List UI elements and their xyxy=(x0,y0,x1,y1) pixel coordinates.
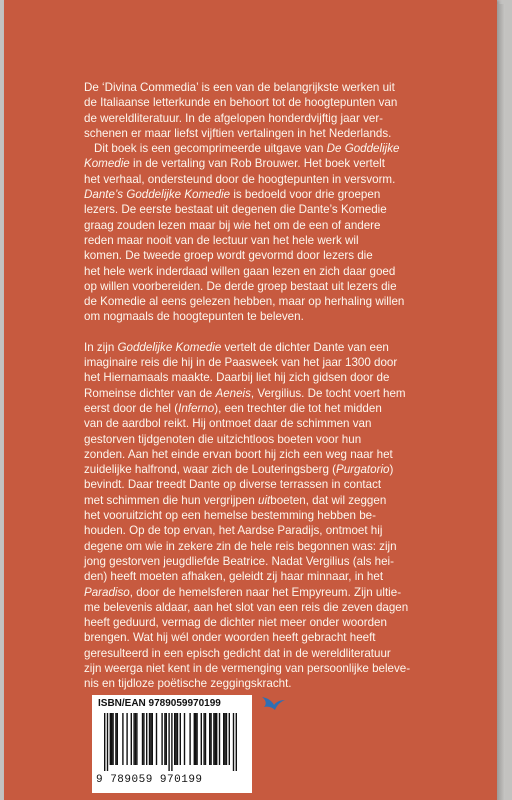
text-line xyxy=(84,111,430,126)
text-line xyxy=(84,386,430,401)
paragraph-story xyxy=(84,340,430,692)
barcode-bar xyxy=(136,713,137,765)
barcode-bar xyxy=(131,713,132,765)
text-run: het verhaal, ondersteund door de hoogtepunten in versvorm. xyxy=(84,172,396,186)
text-run: den) heeft moeten afhaken, geleidt zij haar minnaar, in het xyxy=(84,570,384,584)
barcode-bar xyxy=(210,713,211,765)
italic-text: Aeneis xyxy=(215,386,251,400)
text-run: zuidelijke halfrond, waar zich de Louteringsberg ( xyxy=(84,463,336,477)
barcode-bar xyxy=(150,713,151,765)
text-run: het vooruitzicht op een hemelse bestemming hebben be- xyxy=(84,509,376,523)
barcode-bar xyxy=(184,713,185,765)
text-line xyxy=(84,233,430,248)
barcode-bar xyxy=(142,713,143,765)
text-line xyxy=(84,401,430,416)
barcode-bar xyxy=(164,713,165,765)
text-line xyxy=(84,370,430,385)
text-run: In zijn xyxy=(84,340,118,354)
text-run: geresulteerd in een episch gedicht dat in de wereldliteratuur xyxy=(84,646,391,660)
text-run: Romeinse dichter van de xyxy=(84,386,216,400)
text-run: om nogmaals de hoogtepunten te beleven. xyxy=(84,310,304,324)
barcode-bar xyxy=(219,713,220,765)
barcode-bar xyxy=(111,713,112,765)
text-line xyxy=(84,141,430,156)
text-run: degene om wie in zekere zin de hele reis begonnen was: zijn xyxy=(84,539,397,553)
text-line xyxy=(84,355,430,370)
text-line xyxy=(84,615,430,630)
text-line xyxy=(84,156,430,171)
text-run: imaginaire reis die hij in de Paasweek van het jaar 1300 door xyxy=(84,356,398,370)
text-line xyxy=(84,248,430,263)
barcode-bar xyxy=(180,713,181,765)
barcode-bar xyxy=(110,713,111,765)
text-line xyxy=(84,508,430,523)
text-run: houden. Op de top ervan, het Aardse Paradijs, ontmoet hij xyxy=(84,524,383,538)
text-line xyxy=(84,661,430,676)
barcode-bar xyxy=(236,713,237,771)
text-run: boeten, dat wil zeggen xyxy=(270,493,387,507)
text-run: is bedoeld voor drie groepen xyxy=(230,188,381,202)
text-run: zijn weerga niet kent in de vermenging van persoonlijke beleve- xyxy=(84,661,411,675)
paragraph-edition xyxy=(84,141,430,325)
barcode-bar xyxy=(215,713,216,765)
text-run: , door de hemelsferen naar het Empyreum. Zijn ultie- xyxy=(129,585,402,599)
barcode-bar xyxy=(174,713,175,765)
text-line xyxy=(84,187,430,202)
text-run: op willen voorbereiden. De derde groep bestaat uit lezers die xyxy=(84,279,397,293)
barcode-bar xyxy=(233,713,234,771)
text-line xyxy=(84,462,430,477)
barcode-bar xyxy=(195,713,196,765)
barcode-bar xyxy=(152,713,153,765)
text-run: vertelt de dichter Dante van een xyxy=(221,340,389,354)
barcode-bar xyxy=(216,713,217,765)
barcode-bar xyxy=(213,713,214,765)
text-line xyxy=(84,676,430,691)
barcode-bar xyxy=(175,713,176,765)
text-line xyxy=(84,646,430,661)
text-run: het hele werk inderdaad willen gaan lezen en zich daar goed xyxy=(84,264,396,278)
text-line xyxy=(84,432,430,447)
barcode-bars xyxy=(104,713,240,771)
text-line xyxy=(84,477,430,492)
text-run: eerst door de hel ( xyxy=(84,401,179,415)
barcode-bar xyxy=(171,713,172,771)
text-line xyxy=(84,264,430,279)
barcode-bar xyxy=(117,713,118,765)
text-line xyxy=(84,554,430,569)
text-run: het Hiernamaals maakte. Daarbij liet hij zich gidsen door de xyxy=(84,371,390,385)
text-run: gestorven tijdgenoten die uitzichtloos boeten voor hun xyxy=(84,432,362,446)
italic-text: Dante’s Goddelijke Komedie xyxy=(84,188,231,202)
text-run: De ‘Divina Commedia’ is een van de belangrijkste werken uit xyxy=(84,81,395,94)
italic-text: Purgatorio xyxy=(335,463,390,477)
barcode-bar xyxy=(133,713,134,765)
text-run: met schimmen die hun vergrijpen xyxy=(84,493,258,507)
text-run: bevindt. Daar treedt Dante op diverse terrassen in contact xyxy=(84,478,382,492)
text-run: komen. De tweede groep wordt gevormd door lezers die xyxy=(84,249,373,263)
text-run: Dit boek is een gecomprimeerde uitgave van xyxy=(94,142,327,156)
text-run: de Italiaanse letterkunde en behoort tot de hoogtepunten van xyxy=(84,96,398,110)
barcode-bar xyxy=(205,713,206,765)
barcode-bar xyxy=(194,713,195,765)
italic-text: uit xyxy=(258,493,271,507)
text-run: schenen er maar liefst vijftien vertalingen in het Nederlands. xyxy=(84,126,392,140)
text-line xyxy=(84,416,430,431)
text-line xyxy=(84,630,430,645)
text-run: ), een trechter die tot het midden xyxy=(214,401,382,415)
text-run: de Komedie al eens gelezen hebben, maar op herhaling willen xyxy=(84,295,405,309)
text-line xyxy=(84,585,430,600)
barcode-bar xyxy=(135,713,136,765)
text-run: van de aardbol reikt. Hij ontmoet daar de schimmen van xyxy=(84,417,372,431)
italic-text: De Goddelijke xyxy=(326,142,400,156)
text-run: lezers. De eerste bestaat uit degenen die Dante’s Komedie xyxy=(84,203,387,217)
text-run: brengen. Wat hij wél onder woorden heeft gebracht heeft xyxy=(84,631,376,645)
barcode-bar xyxy=(189,713,190,765)
isbn-ean-text: ISBN/EAN 9789059970199 xyxy=(98,698,221,709)
barcode-bar xyxy=(209,713,210,765)
barcode-bar xyxy=(229,713,230,765)
barcode-label xyxy=(92,695,252,793)
barcode-bar xyxy=(177,713,178,765)
text-run: de wereldliteratuur. In de afgelopen honderdvijftig jaar ver- xyxy=(84,111,384,125)
italic-text: Goddelijke Komedie xyxy=(117,340,222,354)
barcode-bar xyxy=(104,713,105,771)
text-line xyxy=(84,340,430,355)
text-line xyxy=(84,80,430,95)
italic-text: Komedie xyxy=(84,157,130,171)
barcode-bar xyxy=(146,713,147,765)
text-line xyxy=(84,539,430,554)
text-line xyxy=(84,95,430,110)
text-line xyxy=(84,218,430,233)
barcode-bar xyxy=(115,713,116,765)
text-line xyxy=(84,172,430,187)
paragraph-intro xyxy=(84,80,430,141)
text-line xyxy=(84,569,430,584)
text-run: heeft geduurd, vermag de dichter niet meer onder woorden xyxy=(84,616,387,630)
italic-text: Paradiso xyxy=(84,585,130,599)
text-run: nis en tijdloze poëtische zeggingskracht. xyxy=(84,677,292,691)
bird-logo-icon xyxy=(260,693,286,715)
text-run: graag zouden lezen maar bij wie het om de een of andere xyxy=(84,218,381,232)
text-run: me belevenis aldaar, aan het slot van een reis die zeven dagen xyxy=(84,600,409,614)
text-line xyxy=(84,447,430,462)
italic-text: Inferno xyxy=(178,401,215,415)
text-line xyxy=(84,309,430,324)
barcode-bar xyxy=(224,713,225,765)
text-line xyxy=(84,600,430,615)
barcode-bar xyxy=(143,713,144,765)
text-run: jong gestorven jeugdliefde Beatrice. Nadat Vergilius (als hei- xyxy=(84,554,394,568)
text-line xyxy=(84,279,430,294)
text-line xyxy=(84,493,430,508)
barcode-bar xyxy=(122,713,123,765)
barcode-bar xyxy=(196,713,197,765)
barcode-bar xyxy=(201,713,202,765)
barcode-bar xyxy=(156,713,157,765)
barcode-bar xyxy=(203,713,204,765)
barcode-bar xyxy=(161,713,162,765)
barcode-digits: 9 789059 970199 xyxy=(96,774,203,786)
blurb xyxy=(84,80,430,692)
text-run: ) xyxy=(389,463,394,477)
barcode-bar xyxy=(107,713,108,771)
text-line xyxy=(84,202,430,217)
text-line xyxy=(84,294,430,309)
text-line xyxy=(84,126,430,141)
text-run: in de vertaling van Rob Brouwer. Het boek vertelt xyxy=(129,157,385,171)
barcode-bar xyxy=(168,713,169,771)
barcode-bar xyxy=(126,713,127,765)
barcode-bar xyxy=(226,713,227,765)
text-run: zonden. Aan het einde ervan boort hij zich een weg naar het xyxy=(84,447,393,461)
barcode-bar xyxy=(149,713,150,765)
barcode-bar xyxy=(112,713,113,765)
text-line xyxy=(84,523,430,538)
barcode-bar xyxy=(223,713,224,765)
barcode-bar xyxy=(166,713,167,765)
text-run: reden maar nooit van de lectuur van het hele werk wil xyxy=(84,233,359,247)
text-run: , Vergilius. De tocht voert hem xyxy=(250,386,406,400)
